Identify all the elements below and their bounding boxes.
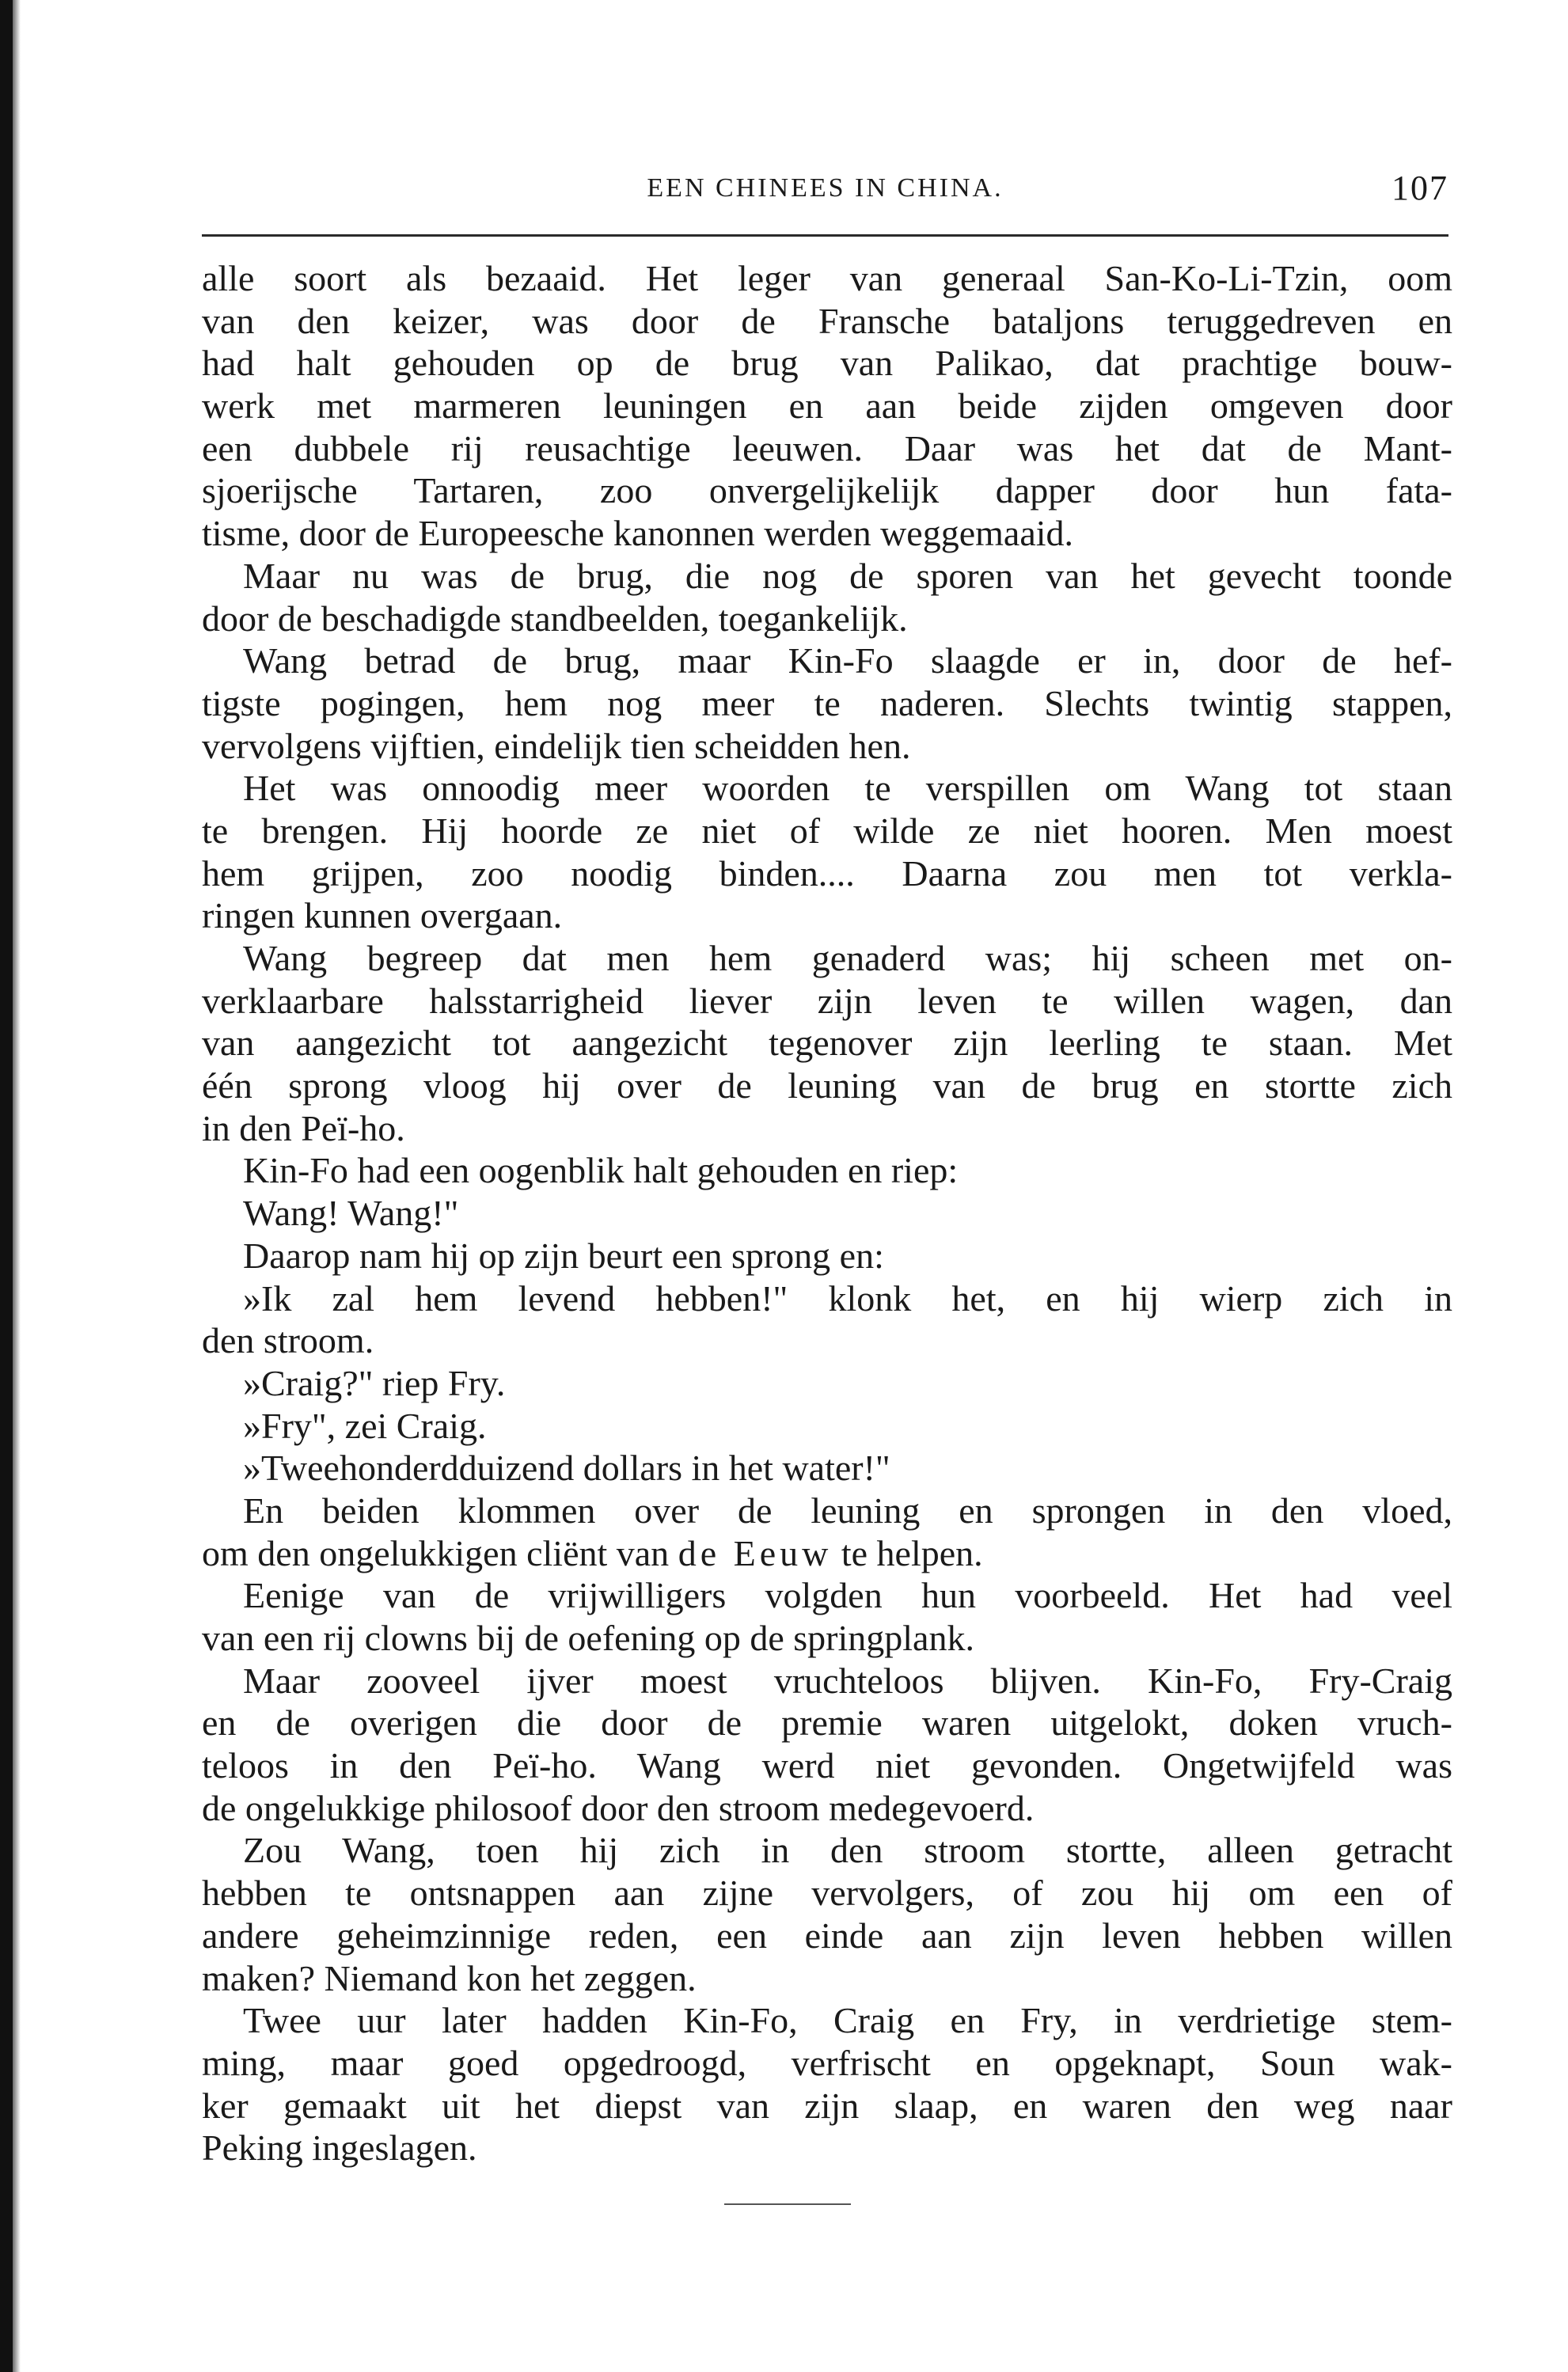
text-line: Zou Wang, toen hij zich in den stroom stortte, alleen getracht: [243, 1830, 1452, 1871]
text-line: Kin-Fo had een oogenblik halt gehouden en riep:: [243, 1150, 959, 1191]
text-line: te brengen. Hij hoorde ze niet of wilde ze niet hooren. Men moest: [202, 810, 1452, 851]
text-line: [202, 1532, 1452, 1575]
text-line: »Tweehonderdduizend dollars in het water!": [243, 1448, 890, 1489]
section-end-rule: [724, 2203, 851, 2205]
text-line: Wang! Wang!": [243, 1193, 459, 1234]
text-line: Peking ingeslagen.: [202, 2127, 477, 2169]
text-line: alle soort als bezaaid. Het leger van generaal San-Ko-Li-Tzin, oom: [202, 258, 1452, 298]
text-segment: om den ongelukkigen cliënt van: [202, 1532, 678, 1573]
text-line: den stroom.: [202, 1320, 374, 1361]
text-line: in den Peï-ho.: [202, 1107, 405, 1148]
text-line: Daarop nam hij op zijn beurt een sprong en:: [243, 1235, 884, 1276]
text-line: vervolgens vijftien, eindelijk tien scheidden hen.: [202, 725, 911, 766]
page-edge-shadow: [0, 0, 13, 2372]
text-line: een dubbele rij reusachtige leeuwen. Daar was het dat de Mant-: [202, 427, 1452, 469]
text-line: werk met marmeren leuningen en aan beide zijden omgeven door: [202, 385, 1452, 427]
text-line: hem grijpen, zoo noodig binden.... Daarna zou men tot verkla-: [202, 852, 1452, 894]
page-header: [202, 165, 1448, 212]
text-segment: te helpen.: [832, 1532, 983, 1573]
running-title: EEN CHINEES IN CHINA.: [647, 173, 1004, 203]
text-line: Twee uur later hadden Kin-Fo, Craig en Fry, in verdrietige stem-: [243, 2000, 1452, 2041]
text-line: ker gemaakt uit het diepst van zijn slaap, en waren den weg naar: [202, 2085, 1452, 2126]
text-line: had halt gehouden op de brug van Palikao, dat prachtige bouw-: [202, 343, 1452, 384]
text-line: »Craig?" riep Fry.: [243, 1362, 506, 1403]
text-line: ming, maar goed opgedroogd, verfrischt en opgeknapt, Soun wak-: [202, 2042, 1452, 2083]
page-edge-gradient: [13, 0, 21, 2372]
text-line: maken? Niemand kon het zeggen.: [202, 1957, 697, 1998]
text-line: door de beschadigde standbeelden, toegankelijk.: [202, 598, 908, 639]
text-line: Eenige van de vrijwilligers volgden hun voorbeeld. Het had veel: [243, 1575, 1452, 1616]
text-line: verklaarbare halsstarrigheid liever zijn leven te willen wagen, dan: [202, 980, 1452, 1021]
newspaper-title: de Eeuw: [678, 1532, 833, 1573]
text-line: Wang begreep dat men hem genaderd was; hij scheen met on-: [243, 938, 1452, 978]
text-line: Het was onnoodig meer woorden te verspillen om Wang tot staan: [243, 768, 1452, 809]
text-line: Maar zooveel ijver moest vruchteloos blijven. Kin-Fo, Fry-Craig: [243, 1660, 1452, 1701]
text-line: van den keizer, was door de Fransche bataljons teruggedreven en: [202, 300, 1452, 341]
text-line: tigste pogingen, hem nog meer te naderen. Slechts twintig stappen,: [202, 682, 1452, 723]
text-line: Maar nu was de brug, die nog de sporen van het gevecht toonde: [243, 555, 1452, 596]
text-line: En beiden klommen over de leuning en sprongen in den vloed,: [243, 1490, 1452, 1531]
text-line: tisme, door de Europeesche kanonnen werden weggemaaid.: [202, 513, 1074, 554]
text-line: andere geheimzinnige reden, een einde aan zijn leven hebben willen: [202, 1915, 1452, 1956]
header-rule: [202, 234, 1448, 237]
text-line: hebben te ontsnappen aan zijne vervolgers, of zou hij om een of: [202, 1873, 1452, 1914]
text-line: en de overigen die door de premie waren uitgelokt, doken vruch-: [202, 1702, 1452, 1744]
text-line: van een rij clowns bij de oefening op de springplank.: [202, 1618, 974, 1658]
text-line: Wang betrad de brug, maar Kin-Fo slaagde er in, door de hef-: [243, 640, 1452, 681]
text-line: sjoerijsche Tartaren, zoo onvergelijkelijk dapper door hun fata-: [202, 470, 1452, 511]
page-number: 107: [1391, 169, 1448, 207]
text-line: de ongelukkige philosoof door den stroom medegevoerd.: [202, 1787, 1035, 1828]
text-line: »Ik zal hem levend hebben!" klonk het, en hij wierp zich in: [243, 1277, 1452, 1319]
text-line: teloos in den Peï-ho. Wang werd niet gevonden. Ongetwijfeld was: [202, 1745, 1452, 1786]
text-line: ringen kunnen overgaan.: [202, 895, 563, 936]
body-text: [202, 257, 1452, 2169]
text-line: één sprong vloog hij over de leuning van de brug en stortte zich: [202, 1065, 1452, 1106]
text-line: van aangezicht tot aangezicht tegenover zijn leerling te staan. Met: [202, 1023, 1452, 1064]
text-line: »Fry", zei Craig.: [243, 1405, 487, 1446]
